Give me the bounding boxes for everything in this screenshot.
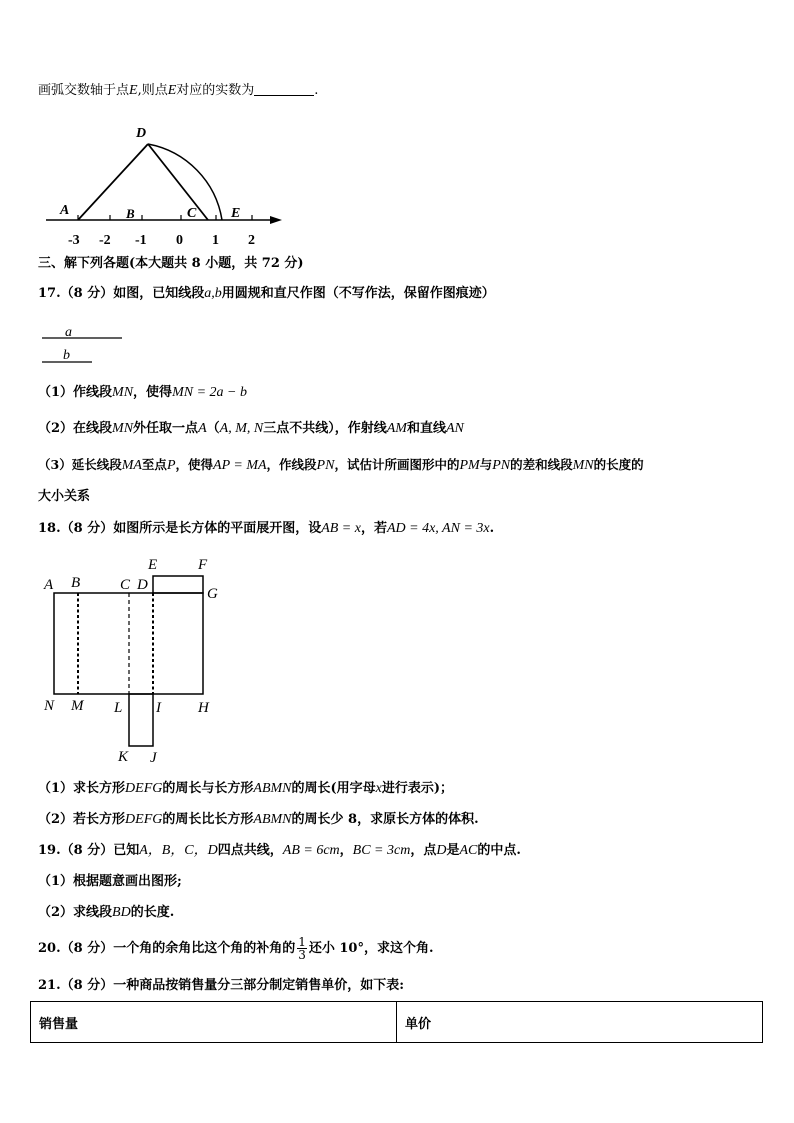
label-point-b: B <box>126 206 135 221</box>
net-label-k: K <box>118 749 129 765</box>
segment-b-label: b <box>63 348 70 363</box>
fraction: $\frac{1}{3}$ <box>298 935 306 962</box>
table-header-cell: 单价 <box>397 1002 763 1043</box>
q17-part3: （3）延长线段MA至点P，使得AP = MA，作线段PN，试估计所画图形中的PM与PN的差和线段MN的长度的 <box>38 457 644 473</box>
tick-label: -1 <box>135 233 147 248</box>
net-label-m: M <box>71 698 84 714</box>
cuboid-net-figure <box>38 552 238 772</box>
section-heading: 三、解下列各题(本大题共 8 小题，共 72 分) <box>38 256 304 271</box>
label-point-e: E <box>231 206 241 221</box>
q19-part1: （1）根据题意画出图形; <box>38 874 182 889</box>
answer-blank[interactable] <box>254 83 314 96</box>
table-row <box>31 1002 763 1043</box>
segment-a-label: a <box>65 325 72 340</box>
q21-stem: 21.（8 分）一种商品按销售量分三部分制定销售单价，如下表: <box>38 978 404 993</box>
net-label-l: L <box>114 700 123 716</box>
q17-part3-cont: 大小关系 <box>38 489 91 504</box>
net-label-n: N <box>44 698 55 714</box>
net-label-f: F <box>198 557 208 573</box>
net-label-d: D <box>137 577 148 593</box>
number-line-figure <box>38 120 288 250</box>
q19-part2: （2）求线段BD的长度. <box>38 905 175 920</box>
fill-blank-line: 画弧交数轴于点E,则点E对应的实数为 . <box>38 83 319 98</box>
net-label-c: C <box>120 577 131 593</box>
label-point-c: C <box>187 206 197 221</box>
q18-stem: 18.（8 分）如图所示是长方体的平面展开图，设AB = x，若AD = 4x, AN = 3x. <box>38 521 495 536</box>
q18-part2: （2）若长方形DEFG的周长比长方形ABMN的周长少 8，求原长方体的体积. <box>38 812 479 827</box>
tick-label: 1 <box>212 233 219 248</box>
tick-label: 0 <box>176 233 183 248</box>
net-label-g: G <box>207 586 218 602</box>
label-point-a: A <box>60 203 70 218</box>
tick-label: -3 <box>68 233 80 248</box>
q18-part1: （1）求长方形DEFG的周长与长方形ABMN的周长(用字母x进行表示)； <box>38 781 454 796</box>
tick-label: -2 <box>99 233 111 248</box>
net-label-e: E <box>148 557 158 573</box>
net-label-b: B <box>71 575 81 591</box>
q17-part1: （1）作线段MN，使得MN = 2a − b <box>38 385 247 400</box>
net-label-h: H <box>198 700 209 716</box>
q19-stem: 19.（8 分）已知A，B，C，D四点共线，AB = 6cm，BC = 3cm，点D是AC的中点. <box>38 843 521 858</box>
q17-part2: （2）在线段MN外任取一点A（A, M, N三点不共线），作射线AM和直线AN <box>38 421 464 436</box>
price-table <box>30 1001 763 1043</box>
net-label-j: J <box>150 750 157 766</box>
tick-label: 2 <box>248 233 255 248</box>
q20-stem: 20.（8 分）一个角的余角比这个角的补角的 $\frac{1}{3}$ 还小 10°，求这个角. <box>38 935 434 962</box>
table-header-cell: 销售量 <box>31 1002 397 1043</box>
segments-a-b <box>38 322 138 368</box>
q17-stem: 17.（8 分）如图，已知线段a,b用圆规和直尺作图（不写作法，保留作图痕迹） <box>38 286 495 301</box>
label-point-d: D <box>136 126 147 141</box>
net-label-a: A <box>44 577 54 593</box>
net-label-i: I <box>156 700 161 716</box>
